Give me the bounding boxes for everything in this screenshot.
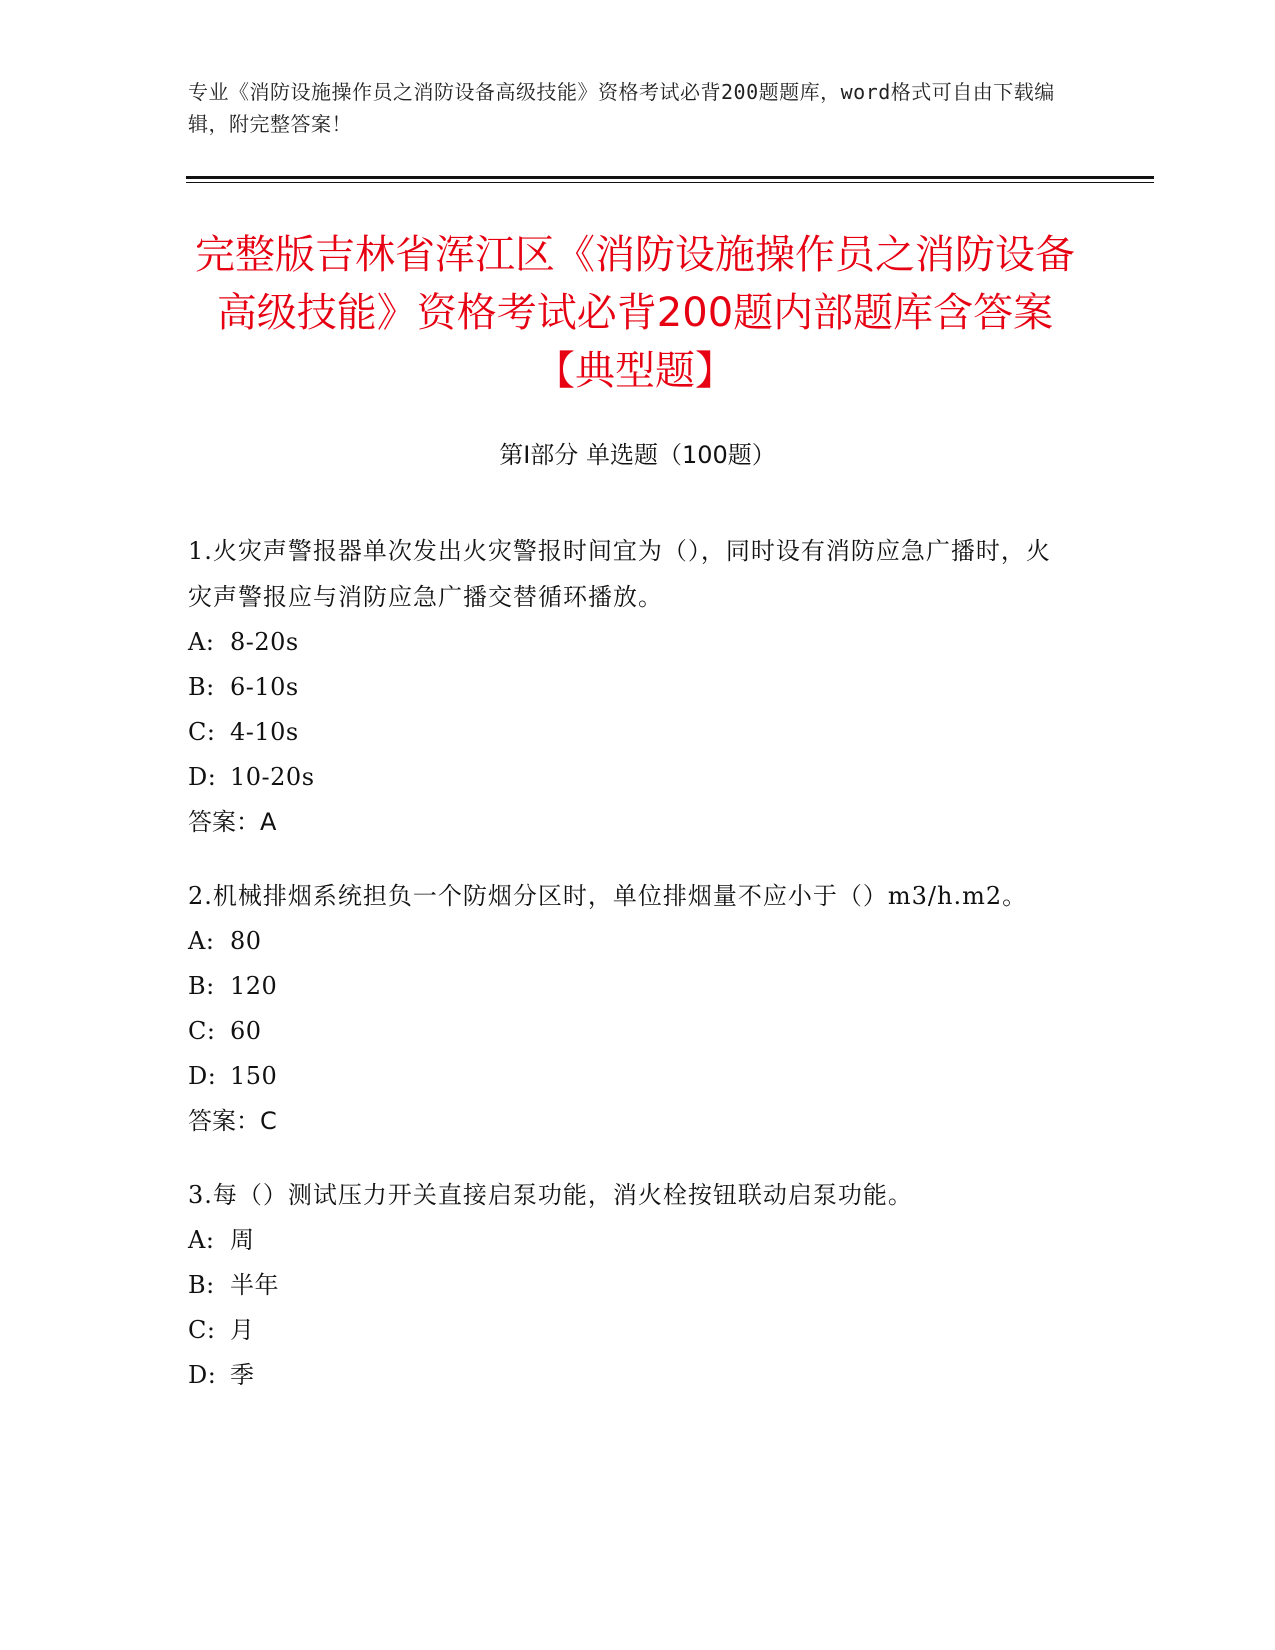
option-key: B: xyxy=(188,972,215,1000)
option-text: 8-20s xyxy=(230,628,299,656)
option-d xyxy=(188,755,1068,800)
option-text: 150 xyxy=(230,1062,278,1090)
option-text: 月 xyxy=(230,1316,255,1344)
answer: 答案：C xyxy=(188,1107,277,1135)
option-key: C: xyxy=(188,1017,216,1045)
option-d xyxy=(188,1054,1068,1099)
option-c xyxy=(188,710,1068,755)
question-list xyxy=(188,528,1068,1426)
option-text: 半年 xyxy=(230,1271,279,1299)
option-a xyxy=(188,919,1068,964)
option-b xyxy=(188,964,1068,1009)
question-stem: 1.火灾声警报器单次发出火灾警报时间宜为（），同时设有消防应急广播时，火灾声警报应与消防应急广播交替循环播放。 xyxy=(188,537,1051,611)
option-key: A: xyxy=(188,628,215,656)
option-key: D: xyxy=(188,1062,217,1090)
option-key: D: xyxy=(188,763,217,791)
document-title: 完整版吉林省浑江区《消防设施操作员之消防设备高级技能》资格考试必背200题内部题库含答案【典型题】 xyxy=(195,232,1075,394)
option-text: 120 xyxy=(230,972,278,1000)
option-text: 10-20s xyxy=(230,763,315,791)
option-key: D: xyxy=(188,1361,217,1389)
option-text: 6-10s xyxy=(230,673,299,701)
option-a xyxy=(188,1218,1068,1263)
option-key: C: xyxy=(188,1316,216,1344)
option-c xyxy=(188,1009,1068,1054)
section-title: 第Ⅰ部分 单选题（100题） xyxy=(499,441,776,469)
option-text: 80 xyxy=(230,927,262,955)
option-text: 季 xyxy=(230,1361,255,1389)
question-stem: 2.机械排烟系统担负一个防烟分区时，单位排烟量不应小于（）m3/h.m2。 xyxy=(188,882,1028,910)
question-3 xyxy=(188,1172,1068,1398)
option-a xyxy=(188,620,1068,665)
option-text: 60 xyxy=(230,1017,262,1045)
option-key: A: xyxy=(188,927,215,955)
option-key: C: xyxy=(188,718,216,746)
option-key: A: xyxy=(188,1226,215,1254)
answer: 答案：A xyxy=(188,808,277,836)
option-b xyxy=(188,1263,1068,1308)
option-key: B: xyxy=(188,673,215,701)
option-d xyxy=(188,1353,1068,1398)
option-b xyxy=(188,665,1068,710)
option-text: 周 xyxy=(230,1226,255,1254)
question-2 xyxy=(188,873,1068,1144)
header-divider-thin xyxy=(186,182,1154,183)
header-divider-thick xyxy=(186,176,1154,179)
option-text: 4-10s xyxy=(230,718,299,746)
question-stem: 3.每（）测试压力开关直接启泵功能，消火栓按钮联动启泵功能。 xyxy=(188,1181,913,1209)
option-key: B: xyxy=(188,1271,215,1299)
header-note: 专业《消防设施操作员之消防设备高级技能》资格考试必背200题题库，word格式可自由下载编辑，附完整答案！ xyxy=(188,80,1055,136)
option-c xyxy=(188,1308,1068,1353)
question-1 xyxy=(188,528,1068,845)
